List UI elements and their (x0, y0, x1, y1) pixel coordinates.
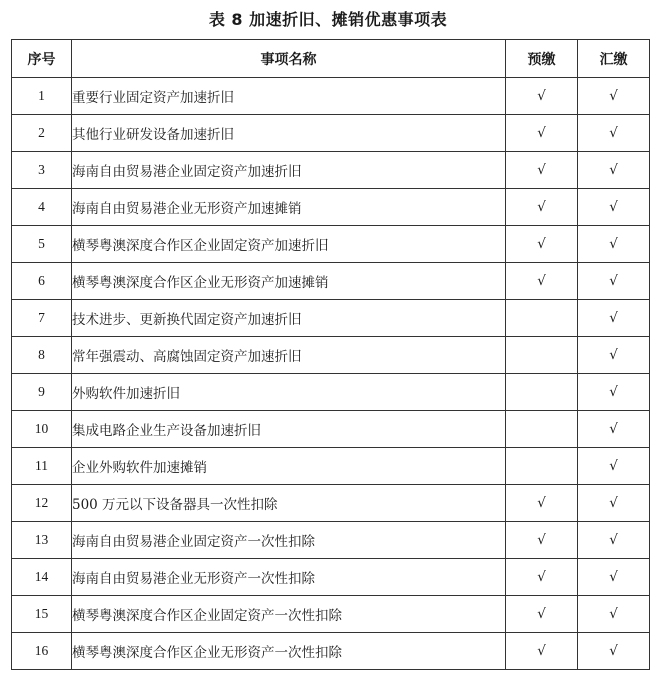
table-row (12, 485, 650, 522)
header-item-name: 事项名称 (72, 40, 506, 78)
table-row (12, 263, 650, 300)
table-row (12, 337, 650, 374)
final-check: √ (578, 263, 650, 300)
table-row (12, 189, 650, 226)
final-check: √ (578, 596, 650, 633)
item-name: 海南自由贸易港企业固定资产一次性扣除 (72, 522, 506, 559)
item-name: 横琴粤澳深度合作区企业无形资产加速摊销 (72, 263, 506, 300)
prepay-check: √ (506, 633, 578, 670)
table-row (12, 226, 650, 263)
table-row (12, 448, 650, 485)
final-check: √ (578, 300, 650, 337)
prepay-check: √ (506, 226, 578, 263)
table-title: 表 8 加速折旧、摊销优惠事项表 (208, 10, 448, 29)
prepay-check (506, 411, 578, 448)
row-number: 5 (12, 226, 72, 263)
final-check: √ (578, 152, 650, 189)
item-name: 重要行业固定资产加速折旧 (72, 78, 506, 115)
row-number: 12 (12, 485, 72, 522)
row-number: 7 (12, 300, 72, 337)
row-number: 6 (12, 263, 72, 300)
item-name: 海南自由贸易港企业无形资产加速摊销 (72, 189, 506, 226)
row-number: 15 (12, 596, 72, 633)
row-number: 11 (12, 448, 72, 485)
table-row (12, 115, 650, 152)
final-check: √ (578, 189, 650, 226)
item-name: 常年强震动、高腐蚀固定资产加速折旧 (72, 337, 506, 374)
preferential-items-table (11, 39, 650, 670)
table-row (12, 596, 650, 633)
table-row (12, 78, 650, 115)
prepay-check: √ (506, 152, 578, 189)
final-check: √ (578, 633, 650, 670)
final-check: √ (578, 448, 650, 485)
table-row (12, 633, 650, 670)
final-check: √ (578, 78, 650, 115)
item-name: 横琴粤澳深度合作区企业无形资产一次性扣除 (72, 633, 506, 670)
table-row (12, 152, 650, 189)
prepay-check: √ (506, 559, 578, 596)
table-header-row (12, 40, 650, 78)
final-check: √ (578, 559, 650, 596)
row-number: 2 (12, 115, 72, 152)
header-prepayment: 预缴 (506, 40, 578, 78)
final-check: √ (578, 411, 650, 448)
final-check: √ (578, 374, 650, 411)
prepay-check (506, 374, 578, 411)
final-check: √ (578, 337, 650, 374)
final-check: √ (578, 485, 650, 522)
prepay-check: √ (506, 485, 578, 522)
row-number: 14 (12, 559, 72, 596)
prepay-check: √ (506, 115, 578, 152)
final-check: √ (578, 522, 650, 559)
prepay-check (506, 448, 578, 485)
row-number: 13 (12, 522, 72, 559)
item-name: 横琴粤澳深度合作区企业固定资产加速折旧 (72, 226, 506, 263)
final-check: √ (578, 115, 650, 152)
prepay-check: √ (506, 596, 578, 633)
prepay-check (506, 337, 578, 374)
prepay-check (506, 300, 578, 337)
item-name: 其他行业研发设备加速折旧 (72, 115, 506, 152)
row-number: 10 (12, 411, 72, 448)
item-name: 横琴粤澳深度合作区企业固定资产一次性扣除 (72, 596, 506, 633)
header-final-settlement: 汇缴 (578, 40, 650, 78)
row-number: 9 (12, 374, 72, 411)
prepay-check: √ (506, 522, 578, 559)
prepay-check: √ (506, 78, 578, 115)
prepay-check: √ (506, 263, 578, 300)
table-row (12, 522, 650, 559)
item-name: 技术进步、更新换代固定资产加速折旧 (72, 300, 506, 337)
item-name: 海南自由贸易港企业固定资产加速折旧 (72, 152, 506, 189)
table-row (12, 300, 650, 337)
table-row (12, 374, 650, 411)
final-check: √ (578, 226, 650, 263)
row-number: 8 (12, 337, 72, 374)
table-row (12, 559, 650, 596)
item-name: 外购软件加速折旧 (72, 374, 506, 411)
row-number: 1 (12, 78, 72, 115)
item-name: 企业外购软件加速摊销 (72, 448, 506, 485)
table-row (12, 411, 650, 448)
row-number: 3 (12, 152, 72, 189)
item-name: 集成电路企业生产设备加速折旧 (72, 411, 506, 448)
item-name: 海南自由贸易港企业无形资产一次性扣除 (72, 559, 506, 596)
prepay-check: √ (506, 189, 578, 226)
item-name: 500 万元以下设备器具一次性扣除 (72, 485, 506, 522)
row-number: 16 (12, 633, 72, 670)
row-number: 4 (12, 189, 72, 226)
header-serial-number: 序号 (12, 40, 72, 78)
